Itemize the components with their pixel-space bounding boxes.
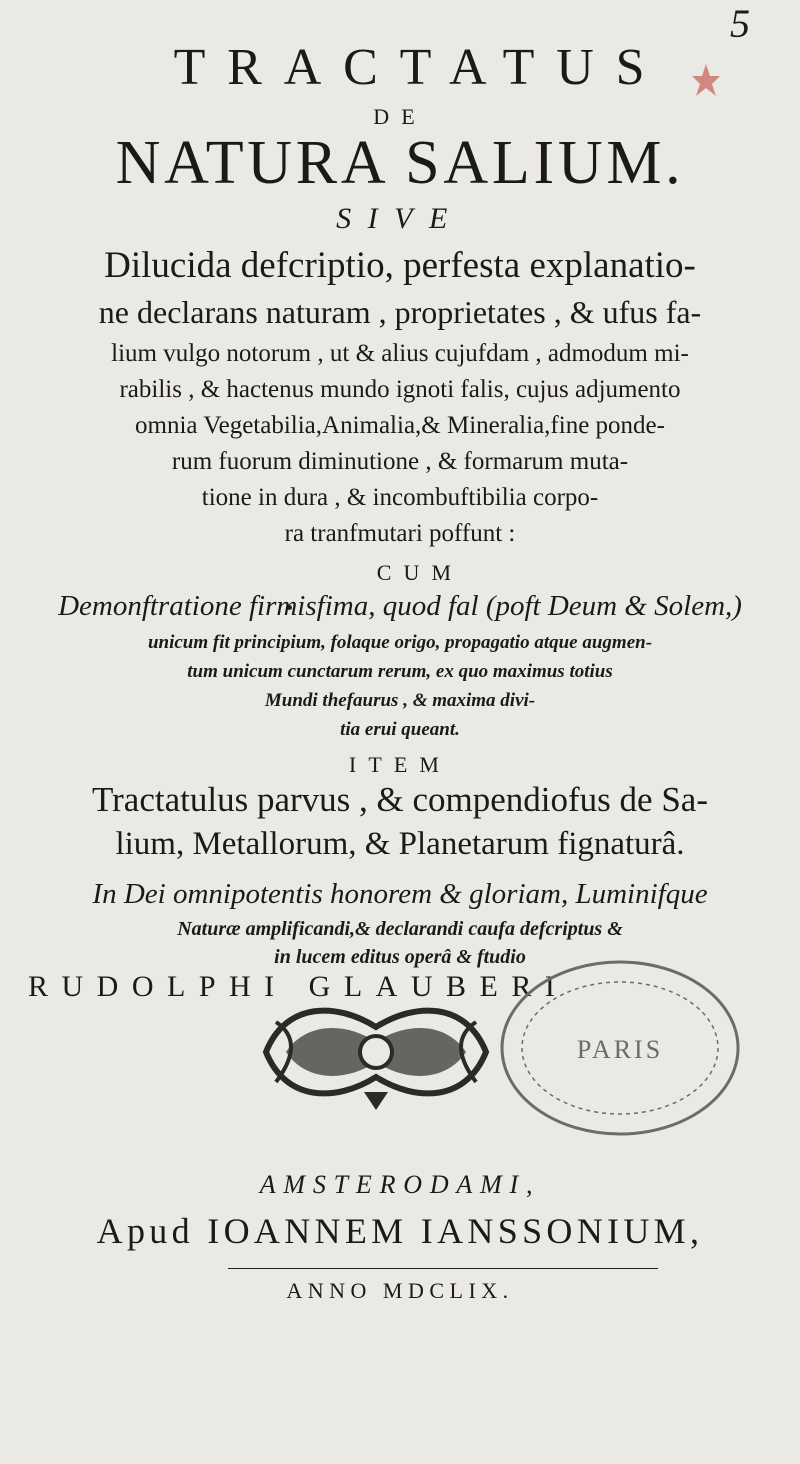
page-number: 5 [730,1,750,46]
printer-ornament-vignette [246,992,506,1112]
description-line-1: Dilucida defcriptio, perfesta explanatio- [104,245,696,286]
demonstration-line-1: Demonftratione firmisfima, quod fal (poft Deum & Solem,) [58,590,742,622]
stamp-city-label: PARIS [576,1035,664,1064]
author-name: RUDOLPHI GLAUBERI [28,970,569,1003]
demonstration-line-2: unicum fit principium, folaque origo, propagatio atque augmen- [147,632,653,653]
cum-heading: CUM [376,560,464,585]
title-line-2: DE [373,104,427,129]
description-line-5: omnia Vegetabilia,Animalia,& Mineralia,fine ponde- [135,412,665,439]
description-line-8: ra tranfmutari poffunt : [284,520,516,547]
imprint-year: ANNO MDCLIX. [286,1278,514,1303]
demonstration-line-4: Mundi thefaurus , & maxima divi- [264,690,536,711]
library-stamp [495,950,745,1140]
description-line-2: ne declarans naturam , proprietates , & ufus fa- [98,294,702,330]
imprint-rule [228,1268,658,1269]
demonstration-line-3: tum unicum cunctarum rerum, ex quo maximus totius [187,661,613,682]
item-heading: ITEM [348,752,452,777]
imprint-place: AMSTERODAMI, [259,1170,541,1199]
tractatulus-line-1: Tractatulus parvus , & compendiofus de Sa- [92,780,708,819]
description-line-7: tione in dura , & incombuftibilia corpo- [201,484,599,511]
dedication-line-1: In Dei omnipotentis honorem & gloriam, Luminifque [92,878,708,910]
description-line-4: rabilis , & hactenus mundo ignoti falis, cujus adjumento [119,376,681,403]
description-line-6: rum fuorum diminutione , & formarum muta- [171,448,629,475]
description-line-3: lium vulgo notorum , ut & alius cujufdam , admodum mi- [111,340,689,367]
demonstration-line-5: tia erui queant. [340,719,460,740]
dedication-line-2: Naturæ amplificandi,& declarandi caufa defcriptus & [177,918,623,940]
imprint-printer: Apud IOANNEM IANSSONIUM, [96,1211,704,1251]
tractatulus-line-2: lium, Metallorum, & Planetarum fignaturâ. [115,826,685,862]
dedication-line-3: in lucem editus operâ & ftudio [274,946,526,968]
sive-line: SIVE [336,202,464,235]
title-line-3: NATURA SALIUM. [115,129,685,197]
title-line-1: TRACTATUS [173,39,667,96]
